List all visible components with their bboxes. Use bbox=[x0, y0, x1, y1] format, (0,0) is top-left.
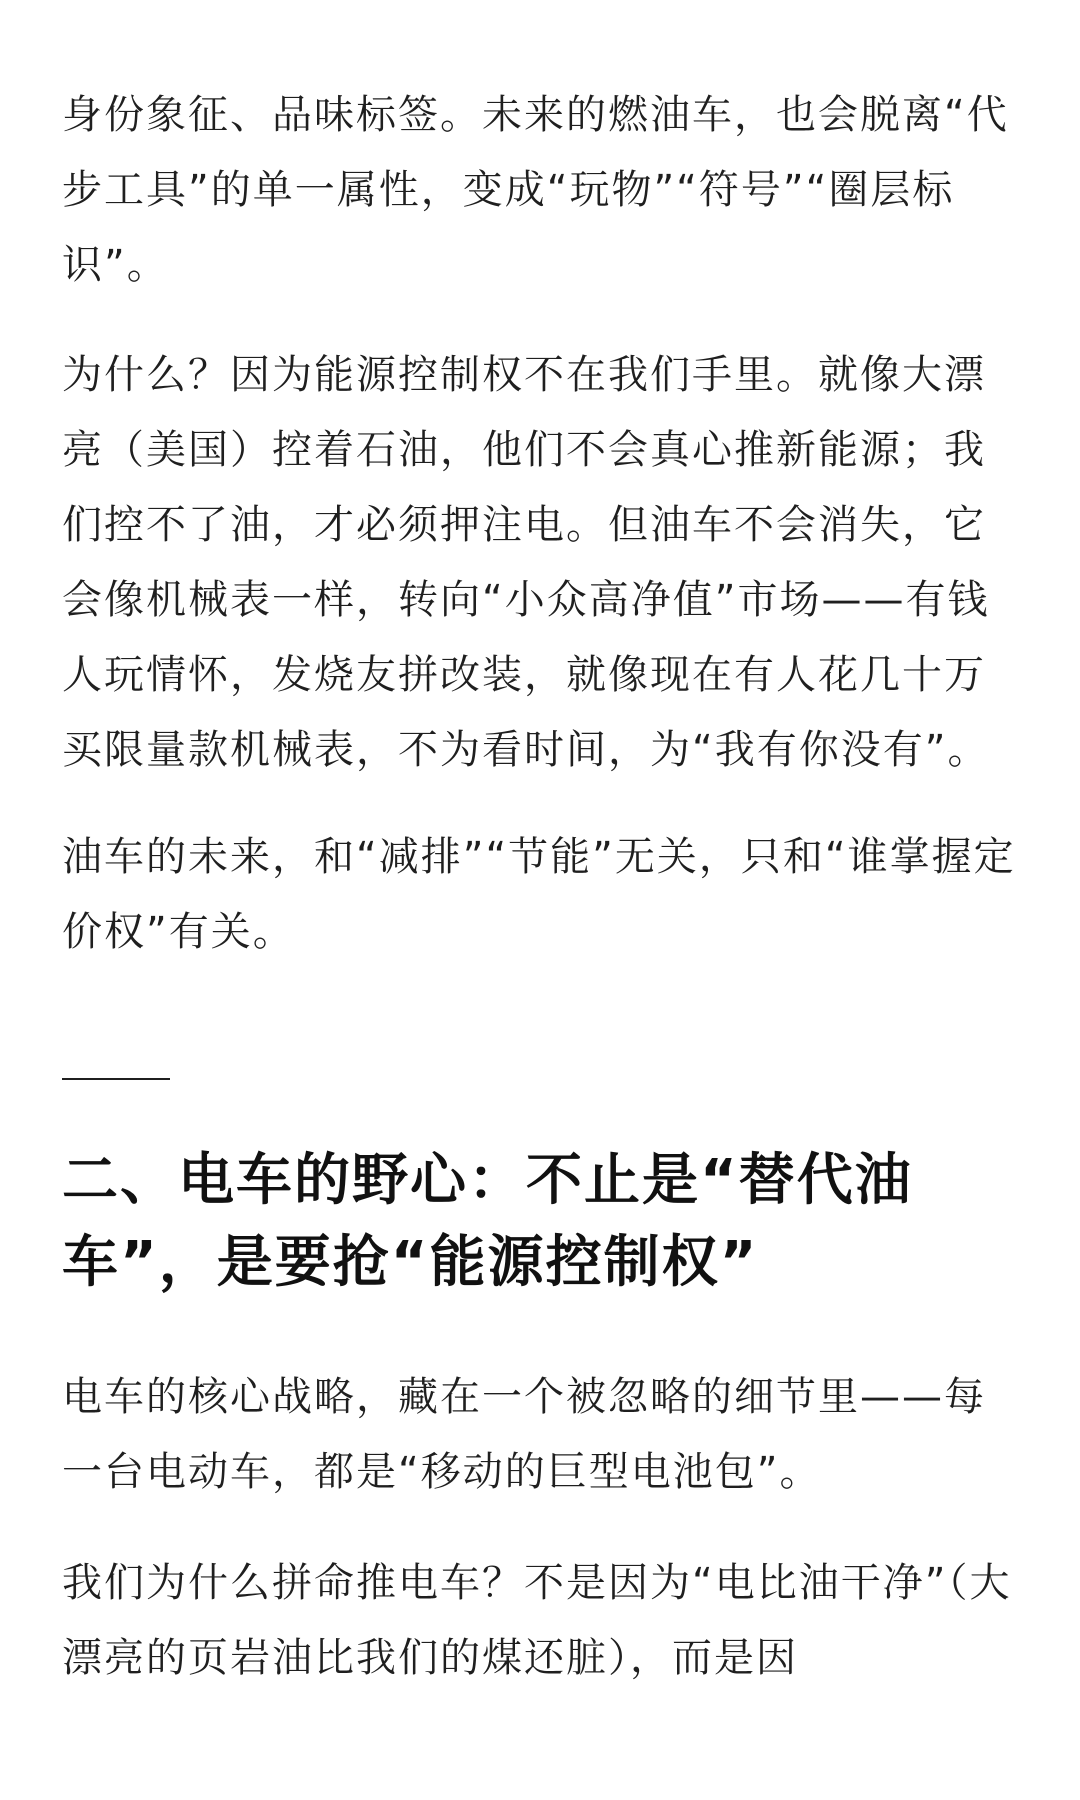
paragraph: 油车的未来，和“减排”“节能”无关，只和“谁掌握定价权”有关。 bbox=[62, 834, 1016, 955]
paragraph: 电车的核心战略，藏在一个被忽略的细节里——每一台电动车，都是“移动的巨型电池包”。 bbox=[62, 1374, 986, 1495]
paragraph: 为什么？因为能源控制权不在我们手里。就像大漂亮（美国）控着石油，他们不会真心推新能源；我们控不了油，才必须押注电。但油车不会消失，它会像机械表一样，转向“小众高净值”市场——有钱人玩情怀，发烧友拼改装，就像现在有人花几十万买限量款机械表，不为看时间，为“我有你没有”。 bbox=[62, 352, 990, 773]
section-divider bbox=[62, 1078, 170, 1080]
paragraph: 身份象征、品味标签。未来的燃油车，也会脱离“代步工具”的单一属性，变成“玩物”“符号”“圈层标识”。 bbox=[62, 92, 1009, 288]
paragraph: 我们为什么拼命推电车？不是因为“电比油干净”（大漂亮的页岩油比我们的煤还脏），而是因 bbox=[62, 1560, 1012, 1681]
section-heading: 二、电车的野心：不止是“替代油车”，是要抢“能源控制权” bbox=[62, 1148, 913, 1295]
